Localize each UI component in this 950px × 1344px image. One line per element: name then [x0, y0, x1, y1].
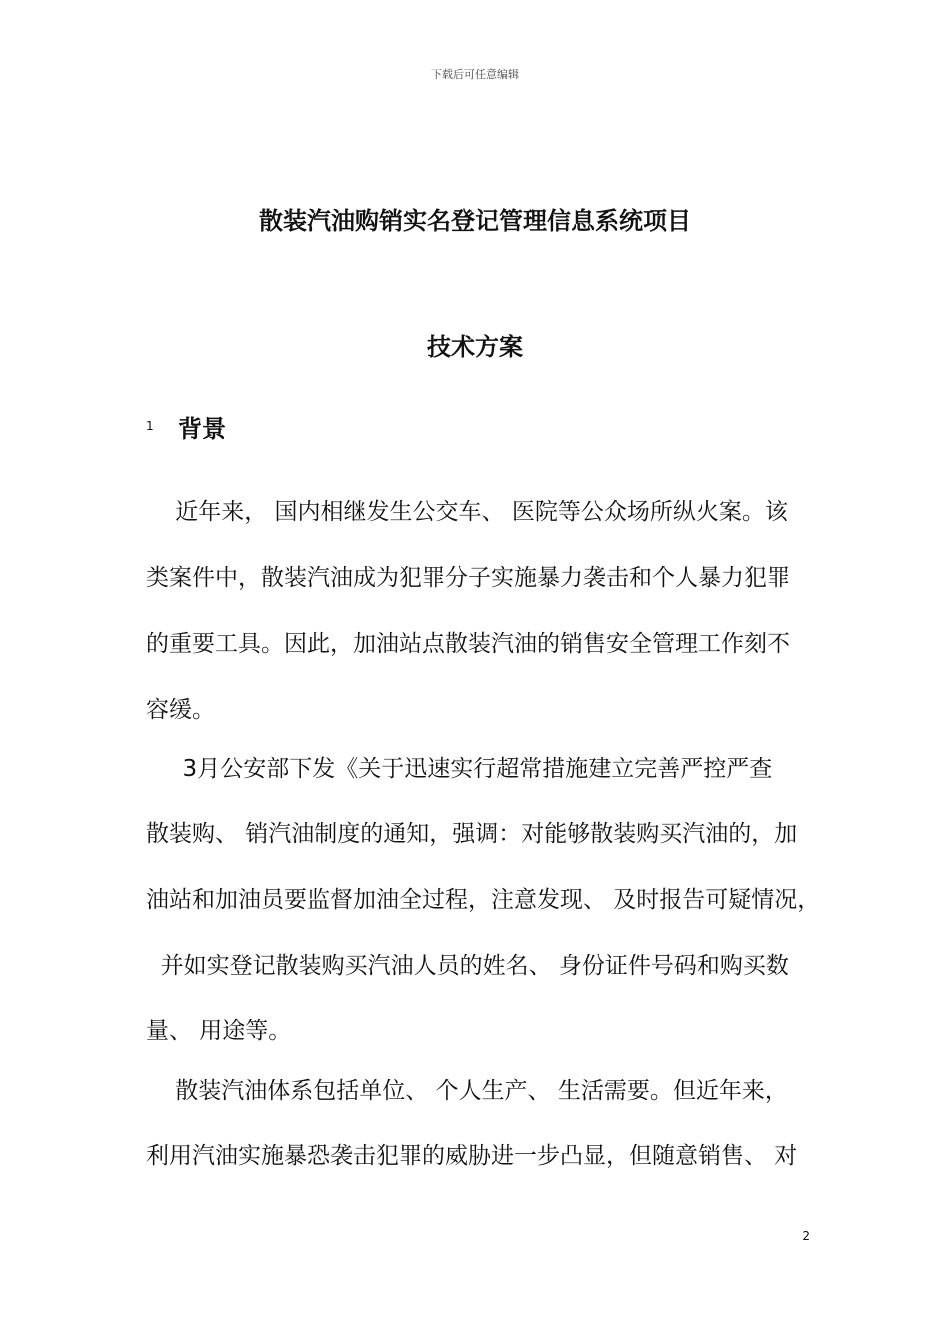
paragraph-line: 散装购、 销汽油制度的通知，强调：对能够散装购买汽油的，加	[146, 821, 798, 847]
paragraph-line: 的重要工具。因此，加油站点散装汽油的销售安全管理工作刻不	[146, 631, 790, 657]
document-subtitle: 技术方案	[427, 333, 523, 361]
paragraph-line: 利用汽油实施暴恐袭击犯罪的威胁进一步凸显，但随意销售、 对	[146, 1143, 798, 1169]
paragraph-line: 容缓。	[146, 697, 215, 723]
paragraph-line: 类案件中，散装汽油成为犯罪分子实施暴力袭击和个人暴力犯罪	[146, 565, 790, 591]
header-note: 下载后可任意编辑	[431, 68, 519, 81]
document-title: 散装汽油购销实名登记管理信息系统项目	[259, 207, 691, 235]
paragraph-line: 油站和加油员要监督加油全过程，注意发现、 及时报告可疑情况，	[146, 887, 821, 913]
paragraph-line: 3月公安部下发《关于迅速实行超常措施建立完善严控严查	[146, 756, 773, 782]
page-number: 2	[802, 1229, 810, 1243]
paragraph-line: 近年来， 国内相继发生公交车、 医院等公众场所纵火案。该	[146, 499, 788, 525]
section-title: 背景	[178, 414, 226, 443]
paragraph-line: 量、 用途等。	[146, 1018, 292, 1044]
section-number: 1	[146, 419, 154, 433]
section-heading	[146, 410, 226, 442]
paragraph-line: 并如实登记散装购买汽油人员的姓名、 身份证件号码和购买数	[146, 953, 789, 979]
paragraph-line: 散装汽油体系包括单位、 个人生产、 生活需要。但近年来，	[146, 1078, 788, 1104]
